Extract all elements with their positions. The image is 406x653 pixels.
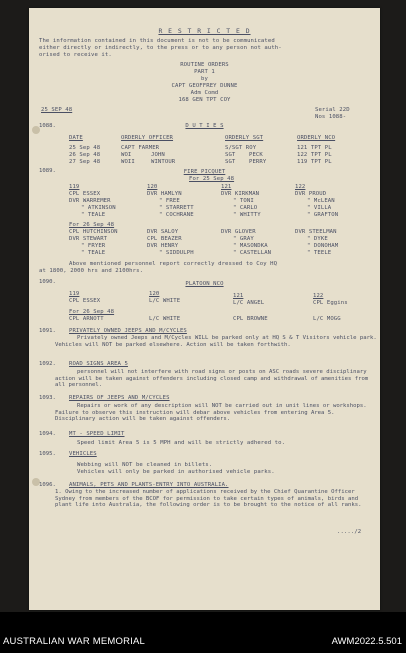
list-item: " GRAFTON [307,212,339,218]
list-item: CPL HUTCHINSON [69,229,118,235]
table-cell: WOII [121,159,135,165]
accession-number: AWM2022.5.501 [331,636,402,647]
list-item: " FREE [159,198,180,204]
picquet-note: Above mentioned personnel report correctly dressed to Coy HQ [69,261,278,267]
document-title: ROUTINE ORDERS [180,62,229,68]
platoon-number: 119 [69,291,80,297]
table-cell: 122 TPT PL [297,152,332,158]
table-cell: PERRY [249,159,267,165]
list-item: DVR HENRY [147,243,179,249]
archive-name: AUSTRALIAN WAR MEMORIAL [3,636,146,647]
order-text: 1. Owing to the increased number of applications received by the Chief Quarantine Officer Sydney from members of the BCOF for permission to take certain types of animals, birds and plant life into Australia, the following order is to be brought to the notice of all ranks. [55,489,362,509]
order-number: 1096. [39,482,56,488]
list-item: " CARLO [233,205,258,211]
list-item: L/C MOGG [313,316,341,322]
order-number: 1094. [39,431,56,437]
list-item: DVR STEWART [69,236,108,242]
section-heading: VEHICLES [69,451,97,457]
table-cell: SGT [225,159,236,165]
order-number: 1091. [39,328,56,334]
unit-name: 168 GEN TPT COY [178,97,231,103]
list-item: CPL BEAZER [147,236,182,242]
list-item: L/C WHITE [149,298,181,304]
list-item: " McLEAN [307,198,335,204]
list-item: " GRAY [233,236,254,242]
continuation-mark: ...../2 [337,529,362,535]
classification-heading: R E S T R I C T E D [158,27,251,35]
list-item: " ATKINSON [81,205,116,211]
order-number: 1089. [39,168,56,174]
order-text: Privately owned Jeeps and M/Cycles WILL be parked only at HQ S & T Visitors vehicle park. Vehicles will NOT be parked elsewhere. Action will be taken forthwith. [55,335,377,348]
table-cell: WINTOUR [151,159,176,165]
list-item: DVR KIRKMAN [221,191,260,197]
commander-name: CAPT GEOFFREY DUNNE [171,83,238,89]
restriction-notice-line: The information contained in this document is not to be communicated [39,38,275,44]
order-number: 1092. [39,361,56,367]
subsection-heading: For 26 Sep 48 [69,309,115,315]
document-title: by [201,76,208,82]
order-number: 1090. [39,279,56,285]
platoon-number: 122 [295,184,306,190]
order-text: Vehicles will only be parked in authorised vehicle parks. [77,469,275,475]
list-item: DVR STEELMAN [295,229,337,235]
order-text: personnel will not interfere with road signs or posts on ASC roads severe disciplinary action will be taken against offenders including closed camp and withdrawal of amenities from all personnel. [55,369,369,389]
list-item: " CASTELLAN [233,250,272,256]
table-cell: 25 Sep 48 [69,145,101,151]
table-header: ORDERLY OFFICER [121,135,174,141]
list-item: " SIDDULPH [159,250,194,256]
restriction-notice-line: orised to receive it. [39,52,112,58]
table-cell: S/SGT ROY [225,145,257,151]
serial-number: Serial 22D [315,107,350,113]
list-item: " DONOHAM [307,243,339,249]
table-cell: WOI [121,152,132,158]
list-item: " TEELE [307,250,332,256]
section-heading: FIRE PICQUET [183,169,226,175]
archive-footer [0,612,406,653]
subsection-heading: For 25 Sep 48 [189,176,235,182]
list-item: DVR HAMLYN [147,191,182,197]
section-heading: ANIMALS, PETS AND PLANTS-ENTRY INTO AUSTRALIA. [69,482,229,488]
list-item: CPL ESSEX [69,298,101,304]
order-number: 1088. [39,123,56,129]
section-heading: REPAIRS OF JEEPS AND M/CYCLES [69,395,170,401]
list-item: " TONI [233,198,254,204]
section-heading: ROAD SIGNS AREA 5 [69,361,128,367]
document-title: PART 1 [194,69,215,75]
platoon-number: 122 [313,293,324,299]
platoon-number: 120 [149,291,160,297]
picquet-note: at 1800, 2000 hrs and 2100hrs. [39,268,144,274]
list-item: " DYKE [307,236,328,242]
platoon-number: 119 [69,184,80,190]
list-item: L/C WHITE [149,316,181,322]
document-page [29,8,380,610]
table-cell: PECK [249,152,263,158]
list-item: DVR WARREMER [69,198,111,204]
subsection-heading: For 26 Sep 48 [69,222,115,228]
order-text: Speed limit Area 5 is 5 MPH and will be strictly adhered to. [77,440,286,446]
section-heading: PLATOON NCO [185,281,224,287]
list-item: " TEALE [81,212,106,218]
list-item: " COCHRANE [159,212,194,218]
table-header: DATE [69,135,83,141]
commander-role: Adm Comd [190,90,219,96]
table-cell: 121 TPT PL [297,145,332,151]
platoon-number: 120 [147,184,158,190]
list-item: CPL ESSEX [69,191,101,197]
list-item: CPL Eggins [313,300,348,306]
order-number: 1095. [39,451,56,457]
list-item: DVR SALOY [147,229,179,235]
order-number: 1093. [39,395,56,401]
list-item: " WHITTY [233,212,261,218]
table-cell: JOHN [151,152,165,158]
order-date: 25 SEP 48 [41,107,73,113]
platoon-number: 121 [221,184,232,190]
list-item: DVR PROUD [295,191,327,197]
section-heading: MT - SPEED LIMIT [69,431,125,437]
order-text: Repairs or work of any description will NOT be carried out in unit lines or workshops. Failure to observe this instruction will debar above vehicles from entering Area 5. Disciplinary action will be taken against offenders. [55,403,367,423]
table-cell: 27 Sep 48 [69,159,101,165]
list-item: CPL BROWNE [233,316,268,322]
table-cell: 26 Sep 48 [69,152,101,158]
list-item: DVR GLOVER [221,229,256,235]
table-header: ORDERLY NCO [297,135,336,141]
list-item: " TEALE [81,250,106,256]
order-text: Webbing will NOT be cleaned in billets. [77,462,213,468]
table-cell: SGT [225,152,236,158]
platoon-number: 121 [233,293,244,299]
list-item: CPL ARNOTT [69,316,104,322]
restriction-notice-line: either directly or indirectly, to the press or to any person not auth- [39,45,282,51]
table-cell: CAPT FARMER [121,145,160,151]
section-heading: D U T I E S [185,123,224,129]
section-heading: PRIVATELY OWNED JEEPS AND M/CYCLES [69,328,187,334]
table-header: ORDERLY SGT [225,135,264,141]
order-numbers: Nos 1088- [315,114,347,120]
list-item: L/C ANGEL [233,300,265,306]
list-item: " VILLA [307,205,332,211]
list-item: " FRYER [81,243,106,249]
table-cell: 119 TPT PL [297,159,332,165]
list-item: " STARRETT [159,205,194,211]
list-item: " MASONDKA [233,243,268,249]
